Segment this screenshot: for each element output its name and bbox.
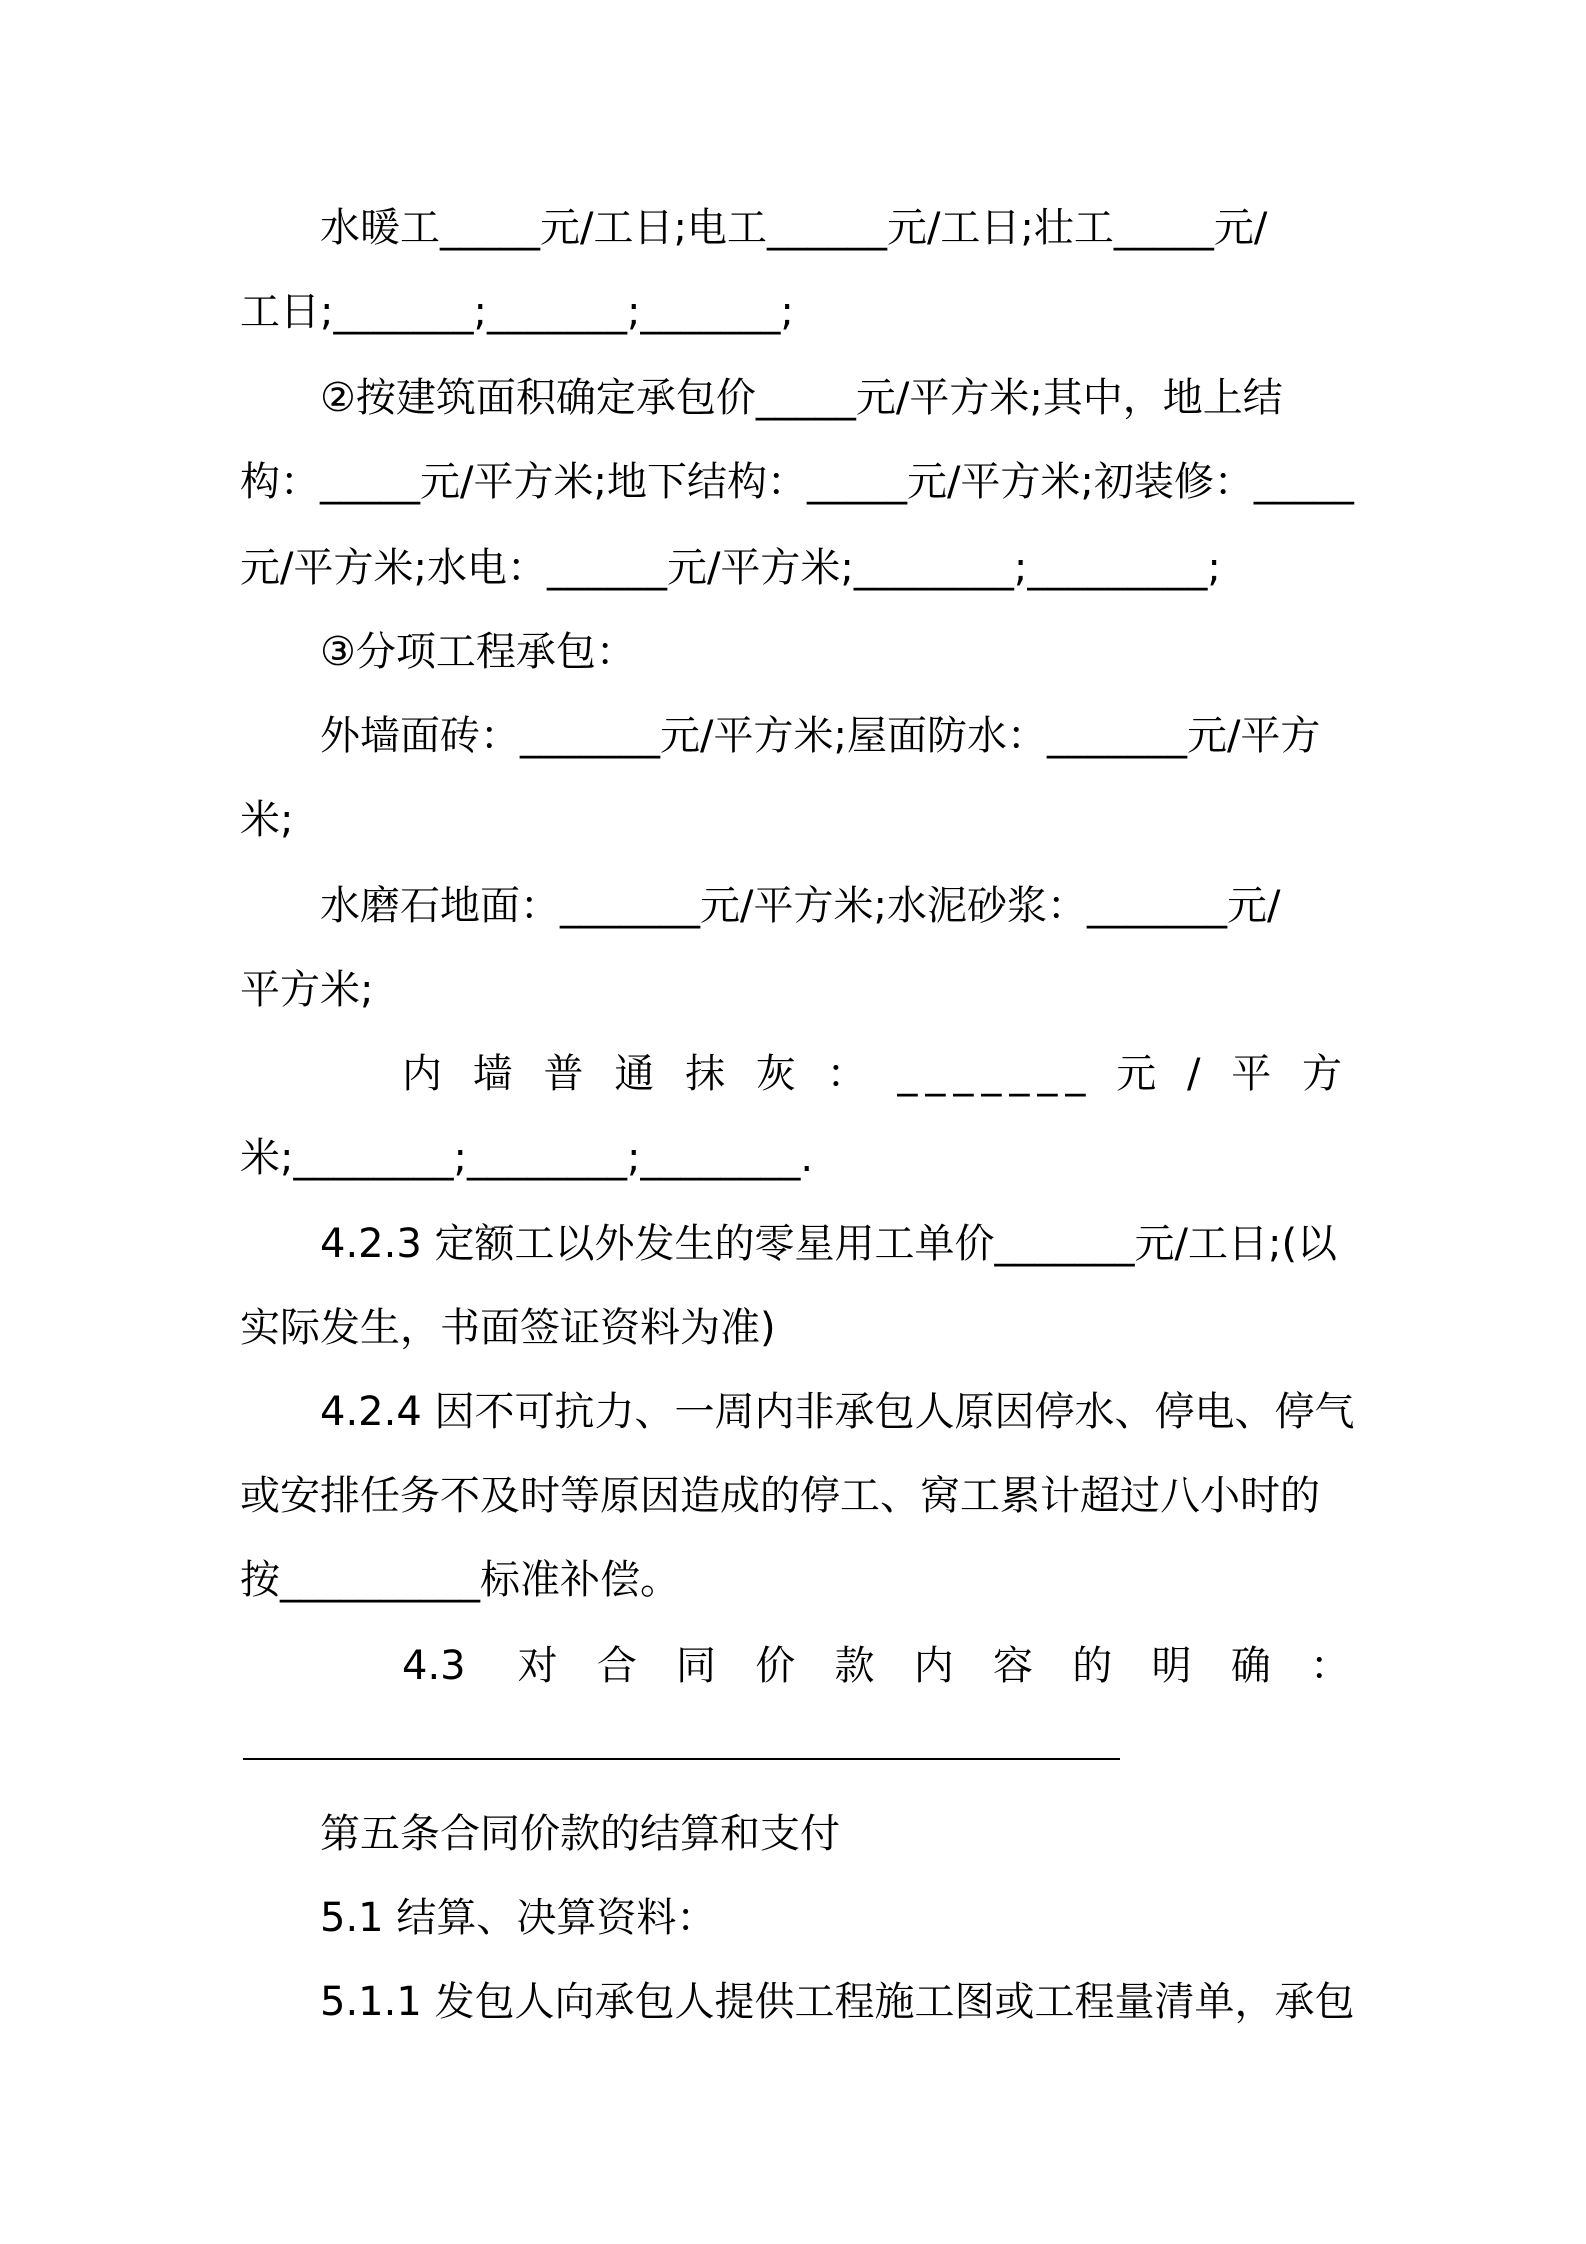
plaster-line: 内墙普通抹灰：_______元/平方 (402, 1051, 1350, 1097)
area-price-utilities-line: 元/平方米;水电：______元/平方米;________;_________; (240, 545, 1221, 591)
terrazzo-mortar-continuation: 平方米; (240, 967, 374, 1013)
terrazzo-mortar-line: 水磨石地面：_______元/平方米;水泥砂浆：_______元/ (320, 883, 1281, 929)
section-5-1: 5.1 结算、决算资料： (320, 1895, 717, 1941)
area-price-line: ②按建筑面积确定承包价_____元/平方米;其中，地上结 (320, 375, 1283, 421)
wage-rates-line: 水暖工_____元/工日;电工______元/工日;壮工_____元/ (320, 205, 1268, 251)
section-4-2-3-continuation: 实际发生，书面签证资料为准) (240, 1305, 776, 1351)
blank-underline (243, 1758, 1120, 1760)
tile-waterproof-continuation: 米; (240, 797, 294, 843)
plaster-continuation: 米;________;________;________. (240, 1135, 814, 1181)
tile-waterproof-line: 外墙面砖：_______元/平方米;屋面防水：_______元/平方 (320, 713, 1321, 759)
subcontract-heading: ③分项工程承包： (320, 629, 636, 675)
section-4-2-4-end: 按__________标准补偿。 (240, 1557, 680, 1603)
article-5-heading: 第五条合同价款的结算和支付 (320, 1811, 840, 1857)
section-4-2-4: 4.2.4 因不可抗力、一周内非承包人原因停水、停电、停气 (320, 1389, 1355, 1435)
section-4-2-3: 4.2.3 定额工以外发生的零星用工单价_______元/工日;(以 (320, 1221, 1338, 1267)
section-4-2-4-continuation: 或安排任务不及时等原因造成的停工、窝工累计超过八小时的 (240, 1473, 1320, 1519)
wage-rates-continuation: 工日;_______;_______;_______; (240, 289, 794, 335)
area-price-structure-line: 构：_____元/平方米;地下结构：_____元/平方米;初装修：_____ (240, 459, 1354, 505)
section-5-1-1: 5.1.1 发包人向承包人提供工程施工图或工程量清单，承包 (320, 1979, 1355, 2025)
section-4-3: 4.3 对合同价款内容的明确： (402, 1643, 1350, 1689)
